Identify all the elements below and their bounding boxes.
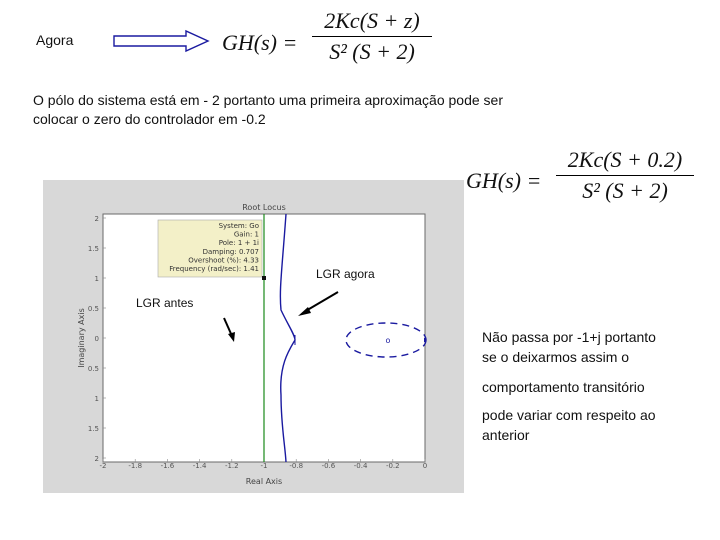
x-tick-label: -1.6	[160, 462, 175, 470]
datatip-line: Gain: 1	[233, 230, 259, 239]
x-tick-label: -1.2	[224, 462, 239, 470]
y-tick-label: 1	[94, 395, 99, 403]
equation1-lhs: GH(s) =	[222, 30, 298, 55]
note-line1: Não passa por -1+j portanto	[482, 329, 656, 345]
x-tick-label: -0.6	[321, 462, 336, 470]
arrow-agora-icon	[290, 288, 370, 328]
y-tick-label: 2	[94, 215, 99, 223]
arrow-antes-icon	[218, 314, 248, 344]
root-locus-svg	[43, 180, 464, 493]
y-tick-label: 1	[94, 275, 99, 283]
x-tick-label: -0.4	[353, 462, 368, 470]
x-tick-label: -0.2	[385, 462, 400, 470]
paragraph-line2: colocar o zero do controlador em -0.2	[33, 111, 266, 127]
paragraph-line1: O pólo do sistema está em - 2 portanto uma primeira aproximação pode ser	[33, 92, 504, 108]
x-tick-label: -1	[260, 462, 268, 470]
selected-pole-marker	[262, 276, 266, 280]
y-tick-label: 1.5	[87, 245, 99, 253]
lgr-agora-label: LGR agora	[316, 267, 375, 281]
x-tick-label: -0.8	[289, 462, 304, 470]
equation1-denominator: S² (S + 2)	[329, 39, 415, 64]
zero-marker: o	[385, 336, 391, 345]
note-line2: se o deixarmos assim o	[482, 349, 630, 365]
equation2-denominator: S² (S + 2)	[582, 178, 668, 203]
datatip-line: Damping: 0.707	[202, 247, 259, 256]
x-tick-label: -1.8	[128, 462, 143, 470]
x-tick-label: -1.4	[192, 462, 207, 470]
equation2-fraction	[556, 147, 694, 204]
datatip-line: Frequency (rad/sec): 1.41	[169, 265, 259, 273]
note-line4: pode variar com respeito ao	[482, 407, 656, 423]
root-locus-plot	[43, 180, 464, 493]
equation1-fraction	[312, 8, 432, 65]
agora-label: Agora	[36, 32, 74, 48]
y-tick-label: 0	[94, 335, 99, 343]
equation2-lhs: GH(s) =	[466, 168, 542, 193]
plot-xlabel: Real Axis	[245, 477, 283, 486]
note-line3: comportamento transitório	[482, 379, 645, 395]
y-tick-label: 2	[94, 455, 99, 463]
plot-ylabel: Imaginary Axis	[77, 308, 86, 368]
equation2-numerator: 2Kc(S + 0.2)	[567, 147, 683, 172]
plot-title: Root Locus	[242, 203, 286, 212]
note-line5: anterior	[482, 427, 530, 443]
y-tick-label: 0.5	[87, 365, 99, 373]
y-tick-label: 1.5	[87, 425, 99, 433]
x-tick-label: -2	[99, 462, 107, 470]
lgr-antes-label: LGR antes	[136, 296, 194, 310]
equation1-numerator: 2Kc(S + z)	[324, 8, 420, 33]
datatip-line: Pole: 1 + 1i	[218, 239, 259, 248]
right-arrow-icon	[112, 29, 212, 53]
y-tick-label: 0.5	[87, 305, 99, 313]
datatip-line: Overshoot (%): 4.33	[188, 256, 259, 265]
note-block	[482, 325, 656, 447]
datatip-line: System: Go	[218, 222, 259, 230]
x-tick-label: 0	[422, 462, 428, 470]
